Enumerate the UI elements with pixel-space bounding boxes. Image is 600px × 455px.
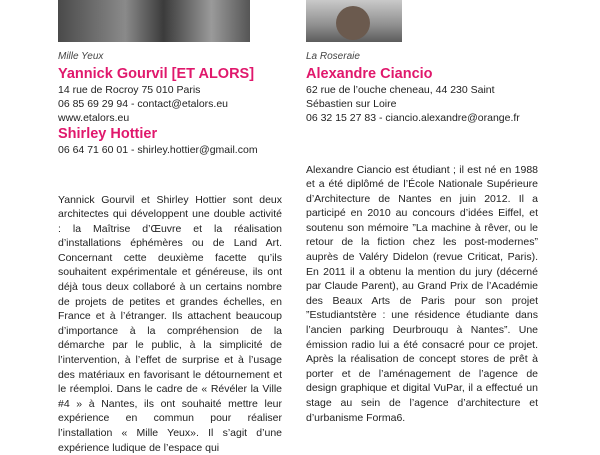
right-contact-block — [306, 50, 538, 125]
artist-name-alexandre: Alexandre Ciancio — [306, 65, 538, 83]
project-caption-right: La Roseraie — [306, 50, 538, 64]
artist-name-shirley: Shirley Hottier — [58, 125, 288, 143]
address-right: 62 rue de l’ouche cheneau, 44 230 Saint Sébastien sur Loire — [306, 83, 538, 111]
artist-name-yannick: Yannick Gourvil [ET ALORS] — [58, 65, 288, 83]
portrait-photo-left — [58, 0, 250, 42]
bio-left: Yannick Gourvil et Shirley Hottier sont deux architectes qui développent une double activité : la Maîtrise d’Œuvre et la réalisation d’installations éphémères ou de Land Art. Concernant cette deuxième facette qu’ils souhaitent expérimentale et généreuse, ils ont déjà tous deux collaboré à un certains nombre de projets de petites et grandes échelles, en France et à l’étranger. Ils attachent beaucoup d’importance à la compréhension de la démarche par le public, à la simplicité de l’intervention, à l’effet de surprise et à l’usage des matériaux en favorisant le détournement et le réemploi. Dans le cadre de « Révéler la Ville #4 » à Nantes, ils ont souhaité mettre leur expérience en commun pour réaliser l’installation « Mille Yeux». Il s’agit d’une expérience ludique de l’espace qui — [58, 193, 282, 455]
phone-contact-right: 06 32 15 27 83 - ciancio.alexandre@orange.fr — [306, 111, 538, 125]
left-contact-block — [58, 50, 288, 157]
address-left: 14 rue de Rocroy 75 010 Paris — [58, 83, 288, 97]
website-link[interactable]: www.etalors.eu — [58, 111, 288, 125]
phone-contact-left: 06 85 69 29 94 - contact@etalors.eu — [58, 97, 288, 111]
portrait-photo-right — [306, 0, 402, 42]
bio-right: Alexandre Ciancio est étudiant ; il est né en 1988 et a été diplômé de l’École Nationale Supérieure d’Architecture de Nantes en juin 2012. Il a participé en 2010 au concours d’idées Eiffel, et soutenu son mémoire ”La machine à rêver, ou le retour de la fiction chez les post-modernes” auprès de Valéry Didelon (revue Criticat, Paris). En 2011 il a obtenu la mention du jury (décerné par Claude Parent), au Grand Prix de l’Académie des Beaux Arts de Paris pour son projet ”Estudiantstère : une résidence étudiante dans l’ancien parking Deurbrouqu à Nantes”. Une émission radio lui a été consacré pour ce projet. Après la réalisation de concept stores de prêt à porter et de l’aménagement de l’agence de design graphique et digital VuPar, il a effectué un stage au sein de l’agence d’architecture et d’urbanisme Forma6. — [306, 163, 538, 426]
project-caption-left: Mille Yeux — [58, 50, 288, 64]
phone-contact-shirley: 06 64 71 60 01 - shirley.hottier@gmail.com — [58, 143, 288, 157]
